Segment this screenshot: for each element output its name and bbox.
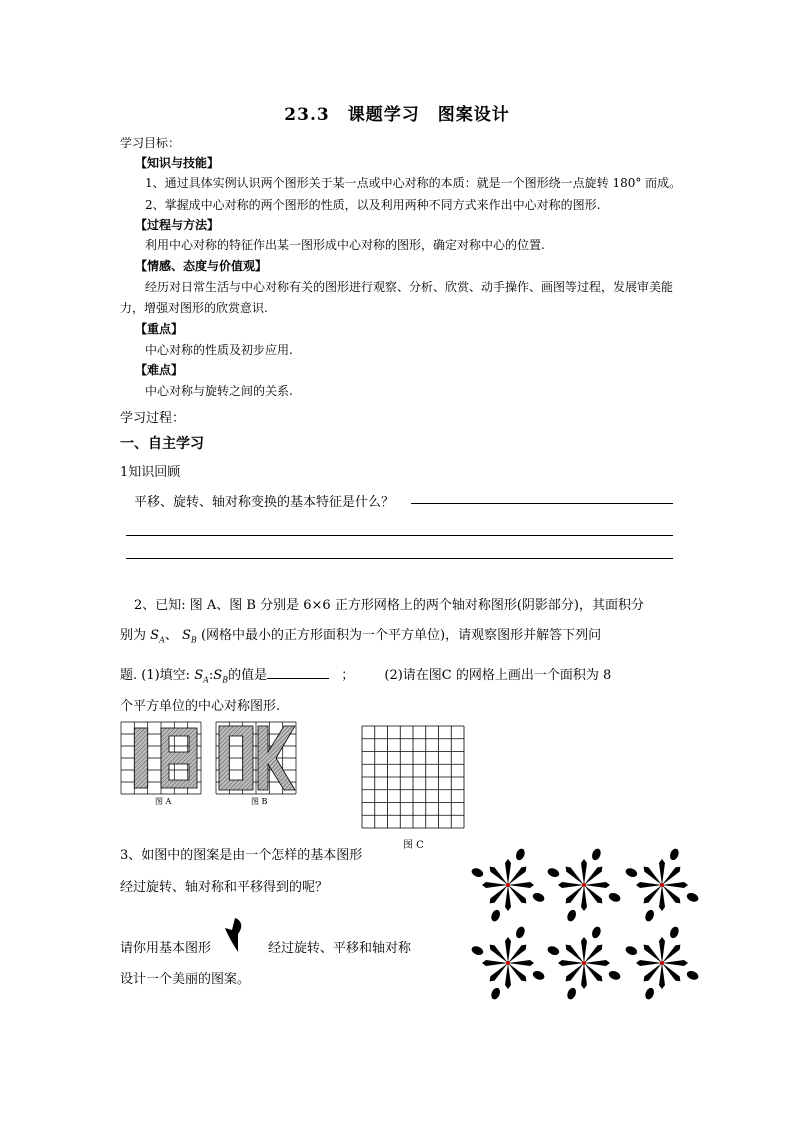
knowledge-heading: 【知识与技能】 bbox=[135, 156, 220, 170]
separator: 、 bbox=[164, 628, 178, 643]
q2-text: (网格中最小的正方形面积为一个平方单位)，请观察图形并解答下列问 bbox=[200, 628, 602, 643]
process-heading-main: 学习过程： bbox=[120, 411, 186, 426]
answer-line[interactable] bbox=[411, 503, 673, 504]
question-2-line-3 bbox=[120, 664, 611, 685]
difficult-heading: 【难点】 bbox=[135, 363, 184, 377]
question-3-line-2: 经过旋转、轴对称和平移得到的呢？ bbox=[120, 880, 329, 895]
question-3-line-3a: 请你用基本图形 bbox=[120, 941, 212, 956]
sa-symbol: $S_A$ bbox=[194, 668, 209, 685]
difficult-item-1: 中心对称与旋转之间的关系. bbox=[145, 384, 293, 398]
objectives-heading: 学习目标： bbox=[120, 136, 181, 150]
figure-a-label: 图 A bbox=[155, 797, 172, 806]
key-item-1: 中心对称的性质及初步应用. bbox=[145, 343, 293, 357]
answer-line[interactable] bbox=[126, 535, 673, 536]
knowledge-item-1: 1、通过具体实例认识两个图形关于某一点或中心对称的本质：就是一个图形绕一点旋转 180° 而成。 bbox=[145, 176, 682, 190]
key-heading: 【重点】 bbox=[135, 322, 184, 336]
colon: : bbox=[208, 668, 214, 683]
question-2-line-4: 个平方单位的中心对称图形. bbox=[120, 699, 281, 714]
figure-c-label: 图 C bbox=[403, 840, 424, 851]
flower-pattern-figure bbox=[470, 845, 700, 1005]
question-2-line-2 bbox=[120, 624, 601, 645]
question-1-label: 1知识回顾 bbox=[120, 465, 181, 480]
figure-a-grid bbox=[121, 722, 201, 794]
knowledge-item-2: 2、掌握成中心对称的两个图形的性质，以及利用两种不同方式来作出中心对称的图形. bbox=[145, 198, 601, 212]
semicolon: ； bbox=[341, 668, 355, 683]
sb-symbol: $S_B$ bbox=[182, 628, 197, 645]
fill-blank[interactable] bbox=[267, 666, 329, 679]
attitude-line-1: 经历对日常生活与中心对称有关的图形进行观察、分析、欣赏、动手操作、画图等过程，发展审美能 bbox=[145, 280, 674, 294]
q2-text: 题. (1)填空: bbox=[120, 668, 191, 683]
sb-symbol: $S_B$ bbox=[213, 668, 229, 685]
q2-text: 的值是 bbox=[228, 668, 268, 683]
process-heading: 【过程与方法】 bbox=[135, 218, 220, 232]
page-title: 23.3 课题学习 图案设计 bbox=[284, 105, 510, 125]
answer-line[interactable] bbox=[126, 558, 673, 559]
question-2-line-1: 2、已知: 图 A、图 B 分别是 6×6 正方形网格上的两个轴对称图形(阴影部分)，其面积分 bbox=[134, 598, 644, 613]
basic-shape-icon bbox=[225, 918, 249, 952]
q2-text: (2)请在图C 的网格上画出一个面积为 8 bbox=[384, 668, 612, 683]
question-3-line-4: 设计一个美丽的图案。 bbox=[120, 972, 251, 987]
figure-c-grid[interactable] bbox=[362, 726, 464, 828]
figure-b-label: 图 B bbox=[251, 797, 268, 806]
attitude-heading: 【情感、态度与价值观】 bbox=[135, 259, 268, 273]
attitude-line-2: 力，增强对图形的欣赏意识. bbox=[120, 301, 268, 315]
sa-symbol: $S_A$ bbox=[150, 628, 165, 645]
figure-b-grid bbox=[216, 722, 296, 794]
section-heading: 一、自主学习 bbox=[120, 436, 204, 452]
process-item-1: 利用中心对称的特征作出某一图形成中心对称的图形，确定对称中心的位置. bbox=[145, 238, 545, 252]
question-1-text: 平移、旋转、轴对称变换的基本特征是什么？ bbox=[134, 495, 395, 510]
question-3-line-1: 3、如图中的图案是由一个怎样的基本图形 bbox=[120, 848, 363, 863]
q2-text: 别为 bbox=[120, 628, 147, 643]
question-3-line-3b: 经过旋转、平移和轴对称 bbox=[268, 941, 412, 956]
